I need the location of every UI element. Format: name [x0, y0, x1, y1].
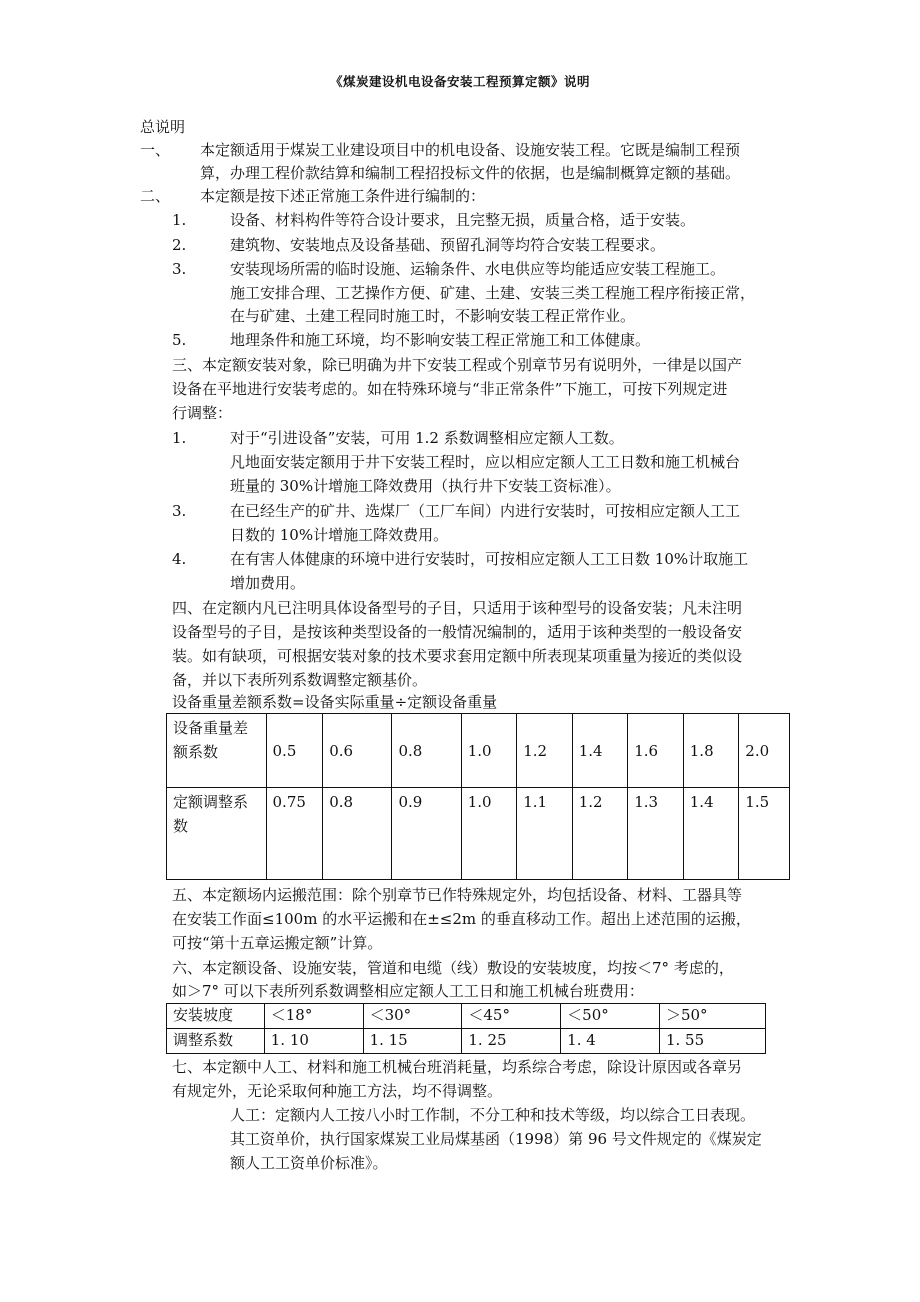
table-cell: 1. 15 — [363, 1029, 462, 1054]
list-item: 安装现场所需的临时设施、运输条件、水电供应等均能适应安装工程施工。 — [230, 260, 726, 278]
paragraph-line: 五、本定额场内运搬范围：除个别章节已作特殊规定外，均包括设备、材料、工器具等 — [172, 886, 743, 904]
list-item: 凡地面安装定额用于井下安装工程时，应以相应定额人工工日数和施工机械台 — [230, 453, 741, 471]
table-cell: 1.0 — [461, 788, 517, 880]
table-cell: ＜18° — [264, 1004, 363, 1029]
table-cell: 0.9 — [392, 788, 461, 880]
list-item: 在已经生产的矿井、选煤厂（工厂车间）内进行安装时，可按相应定额人工工 — [230, 502, 741, 520]
table-cell: ＞50° — [659, 1004, 765, 1029]
list-item: 班量的 30%计增施工降效费用（执行井下安装工资标准）。 — [230, 477, 621, 495]
paragraph-line: 六、本定额设备、设施安装，管道和电缆（线）敷设的安装坡度，均按＜7° 考虑的， — [172, 959, 734, 977]
paragraph-line: 备，并以下表所列系数调整定额基价。 — [172, 671, 428, 689]
table-row — [167, 1029, 766, 1054]
paragraph-line: 在安装工作面≤100m 的水平运搬和在±≤2m 的垂直移动工作。超出上述范围的运搬， — [172, 910, 751, 928]
table-cell: 1.5 — [739, 788, 790, 880]
table-row-label — [167, 788, 267, 880]
paragraph-line: 设备在平地进行安装考虑的。如在特殊环境与“非正常条件”下施工，可按下列规定进 — [172, 380, 728, 398]
list-number: 4. — [172, 550, 187, 568]
table-row-label: 调整系数 — [167, 1029, 265, 1054]
list-item: 日数的 10%计增施工降效费用。 — [230, 526, 449, 544]
paragraph-line: 设备型号的子目，是按该种类型设备的一般情况编制的，适用于该种类型的一般设备安 — [172, 623, 743, 641]
paragraph-line: 可按“第十五章运搬定额”计算。 — [172, 934, 383, 952]
table-cell: ＜30° — [363, 1004, 462, 1029]
list-number: 3. — [172, 502, 187, 520]
paragraph-line: 三、本定额安装对象，除已明确为井下安装工程或个别章节另有说明外，一律是以国产 — [172, 356, 743, 374]
table-cell: 1.6 — [628, 714, 684, 788]
table-cell: 1.0 — [461, 714, 517, 788]
section-heading: 总说明 — [140, 118, 186, 136]
paragraph-line: 本定额是按下述正常施工条件进行编制的： — [200, 187, 486, 205]
table-cell: 0.8 — [323, 788, 392, 880]
list-item: 设备、材料构件等符合设计要求，且完整无损，质量合格，适于安装。 — [230, 211, 696, 229]
table-cell: 0.8 — [392, 714, 461, 788]
weight-coefficient-table — [166, 713, 790, 880]
table-label-line: 设备重量差 — [173, 719, 249, 737]
paragraph-line: 装。如有缺项，可根据安装对象的技术要求套用定额中所表现某项重量为接近的类似设 — [172, 647, 743, 665]
list-item: 建筑物、安装地点及设备基础、预留孔洞等均符合安装工程要求。 — [230, 236, 666, 254]
list-item: 在与矿建、土建工程同时施工时，不影响安装工程正常作业。 — [230, 307, 636, 325]
table-cell: 1.1 — [517, 788, 573, 880]
paragraph-line: 额人工工资单价标准》。 — [230, 1154, 388, 1172]
table-cell: 0.75 — [266, 788, 323, 880]
table-cell: 0.5 — [266, 714, 323, 788]
list-item: 施工安排合理、工艺操作方便、矿建、土建、安装三类工程施工程序衔接正常， — [230, 284, 756, 302]
paragraph-line: 其工资单价，执行国家煤炭工业局煤基函（1998）第 96 号文件规定的《煤炭定 — [230, 1130, 762, 1148]
table-label-line: 定额调整系 — [173, 793, 249, 811]
list-item: 在有害人体健康的环境中进行安装时，可按相应定额人工工日数 10%计取施工 — [230, 550, 749, 568]
table-cell: 1.8 — [683, 714, 739, 788]
table-row — [167, 1004, 766, 1029]
table-cell: ＜45° — [462, 1004, 561, 1029]
paragraph-line: 行调整： — [172, 404, 233, 422]
table-cell: 1.2 — [572, 788, 628, 880]
paragraph-line: 本定额适用于煤炭工业建设项目中的机电设备、设施安装工程。它既是编制工程预 — [200, 141, 741, 159]
list-number: 5. — [172, 331, 187, 349]
table-row-label: 安装坡度 — [167, 1004, 265, 1029]
paragraph-line: 有规定外，无论采取何种施工方法，均不得调整。 — [172, 1082, 503, 1100]
table-cell: 2.0 — [739, 714, 790, 788]
paragraph-line: 如＞7° 可以下表所列系数调整相应定额人工工日和施工机械台班费用： — [172, 982, 644, 1000]
table-cell: 1.4 — [572, 714, 628, 788]
table-cell: 1. 25 — [462, 1029, 561, 1054]
table-cell: ＜50° — [561, 1004, 660, 1029]
list-number: 3. — [172, 260, 187, 278]
list-number: 1. — [172, 429, 187, 447]
table-label-line: 额系数 — [173, 743, 219, 761]
table-cell: 1. 55 — [659, 1029, 765, 1054]
table-row — [167, 788, 790, 880]
list-number: 2. — [172, 236, 187, 254]
slope-coefficient-table — [166, 1003, 766, 1054]
document-title: 《煤炭建设机电设备安装工程预算定额》说明 — [329, 74, 590, 89]
table-cell: 1.3 — [628, 788, 684, 880]
list-item: 地理条件和施工环境，均不影响安装工程正常施工和工体健康。 — [230, 331, 651, 349]
table-cell: 1. 4 — [561, 1029, 660, 1054]
paragraph-line: 人工：定额内人工按八小时工作制，不分工种和技术等级，均以综合工日表现。 — [230, 1106, 756, 1124]
table-row-label — [167, 714, 267, 788]
paragraph-line: 七、本定额中人工、材料和施工机械台班消耗量，均系综合考虑，除设计原因或各章另 — [172, 1058, 743, 1076]
table-cell: 1.2 — [517, 714, 573, 788]
table-row — [167, 714, 790, 788]
table-cell: 1. 10 — [264, 1029, 363, 1054]
formula-line: 设备重量差额系数=设备实际重量÷定额设备重量 — [172, 693, 498, 711]
table-cell: 0.6 — [323, 714, 392, 788]
paragraph-marker: 一、 — [140, 141, 171, 159]
list-item: 增加费用。 — [230, 574, 306, 592]
table-cell: 1.4 — [683, 788, 739, 880]
paragraph-line: 四、在定额内凡已注明具体设备型号的子目，只适用于该种型号的设备安装；凡未注明 — [172, 599, 743, 617]
paragraph-line: 算，办理工程价款结算和编制工程招投标文件的依据，也是编制概算定额的基础。 — [200, 164, 741, 182]
list-item: 对于“引进设备”安装，可用 1.2 系数调整相应定额人工数。 — [230, 429, 624, 447]
paragraph-marker: 二、 — [140, 187, 171, 205]
list-number: 1. — [172, 211, 187, 229]
table-label-line: 数 — [173, 817, 189, 835]
